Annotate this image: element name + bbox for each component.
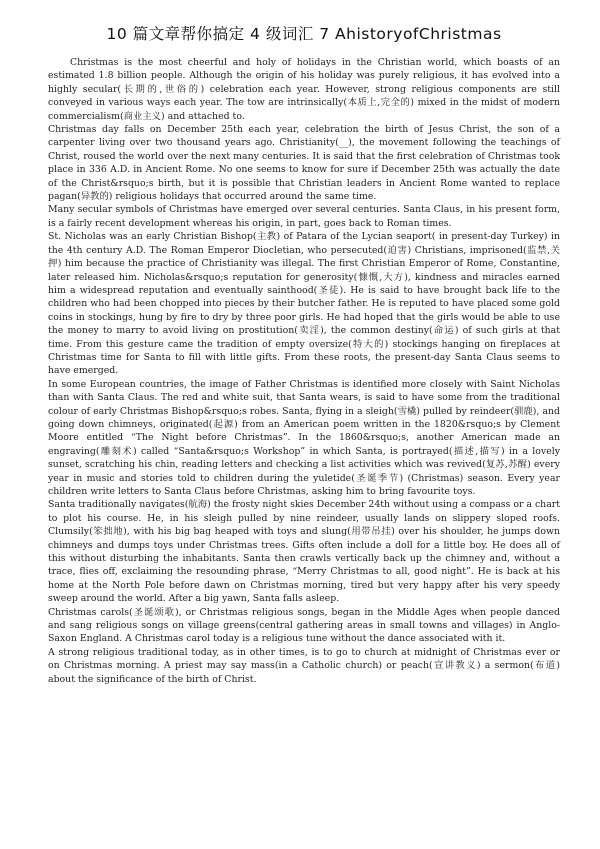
paragraph-carols: Christmas carols(圣诞颂歌), or Christmas religious songs, began in the Middle Ages when people danced and sang religious songs on village greens(central gathering areas in small towns and villages) in Anglo-Saxon England. A Christmas carol today is a religious tune without the dance associated with it. xyxy=(48,606,560,645)
paragraph-church-tradition: A strong religious traditional today, as in other times, is to go to church at midnight of Christmas ever or on Christmas morning. A priest may say mass(in a Catholic church) or peach(宣讲教义) a sermon(布道) about the significance of the birth of Christ. xyxy=(48,646,560,685)
paragraph-secular-symbols: Many secular symbols of Christmas have emerged over several centuries. Santa Claus, in his present form, is a fairly recent development whereas his origin, in part, goes back to Roman times. xyxy=(48,204,560,229)
paragraph-christmas-day: Christmas day falls on December 25th each year, celebration the birth of Jesus Christ, the son of a carpenter living over two thousand years ago. Christianity(__), the movement following the teachings of Christ, roused the world over the next many centuries. It is said that the first celebration of Christmas took place in 336 A.D. in Ancient Rome. No one seems to know for sure if December 25th was actually the date of the Christ&rsquo;s birth, but it is possible that Christian leaders in Ancient Rome wanted to replace pagan(异教的) religious holidays that occurred around the same time. xyxy=(48,124,560,203)
document-body xyxy=(48,56,560,686)
document-title: 10 篇文章帮你搞定 4 级词汇 7 AhistoryofChristmas xyxy=(106,25,502,43)
paragraph-father-christmas: In some European countries, the image of Father Christmas is identified more closely with Saint Nicholas than with Santa Claus. The red and white suit, that Santa wears, is said to have some from the traditional colour of early Christmas Bishop&rsquo;s robes. Santa, flying in a sleigh(雪橇) pulled by reindeer(驯鹿), and going down chimneys, originated(起源) from an American poem written in the 1820&rsquo;s by Clement Moore entitled “The Night before Christmas”. In the 1860&rsquo;s, another American made an engraving(雕刻术) called “Santa&rsquo;s Workshop” in which Santa, is portrayed(描述,描写) in a lovely sunset, scratching his chin, reading letters and checking a list activities which was revived(复苏,苏醒) every year in music and stories told to children during the yuletide(圣诞季节) (Christmas) season. Every year children write letters to Santa Claus before Christmas, asking him to bring favourite toys. xyxy=(48,378,560,497)
paragraph-st-nicholas: St. Nicholas was an early Christian Bishop(主教) of Patara of the Lycian seaport( in present-day Turkey) in the 4th century A.D. The Roman Emperor Diocletian, who persecuted(迫害) Christians, imprisoned(监禁,关押) him because the practice of Christianity was illegal. The first Christian Emperor of Rome, Constantine, later released him. Nicholas&rsquo;s reputation for generosity(慷慨,大方), kindness and miracles earned him a widespread reputation and eventually sainthood(圣徒). He is said to have brought back life to the children who had been chopped into pieces by their butcher father. He is reputed to have placed some gold coins in stockings, hung by fire to dry by three poor girls. He had hoped that the girls would be able to use the money to marry to avoid living on prostitution(卖淫), the common destiny(命运) of such girls at that time. From this gesture came the tradition of empty oversize(特大的) stockings hanging on fireplaces at Christmas time for Santa to fill with little gifts. From these roots, the present-day Santa Claus seems to have emerged. xyxy=(48,231,560,377)
paragraph-intro: Christmas is the most cheerful and holy of holidays in the Christian world, which boasts of an estimated 1.8 billion people. Although the origin of his holiday was purely religious, it has evolved into a highly secular(长期的,世俗的) celebration each year. However, strong religious components are still conveyed in various ways each year. The tow are intrinsically(本质上,完全的) mixed in the midst of modern commercialism(商业主义) and attached to. xyxy=(48,57,560,122)
paragraph-santa-navigates: Santa traditionally navigates(航海) the frosty night skies December 24th without using a compass or a chart to plot his course. He, in his sleigh pulled by nine reindeer, usually lands on slippery sloped roofs. Clumsily(笨拙地), with his big bag heaped with toys and slung(用带吊挂) over his shoulder, he jumps down chimneys and dumps toys under Christmas trees. Gifts often include a doll for a little boy. He does all of this without disturbing the inhabitants. Santa then crawls vertically back up the chimney and, without a trace, flies off, exclaiming the resounding phrase, “Merry Christmas to all, good night”. He is back at his home at the North Pole before dawn on Christmas morning, tired but very happy after his very speedy sweep around the world. After a big yawn, Santa falls asleep. xyxy=(48,499,560,605)
